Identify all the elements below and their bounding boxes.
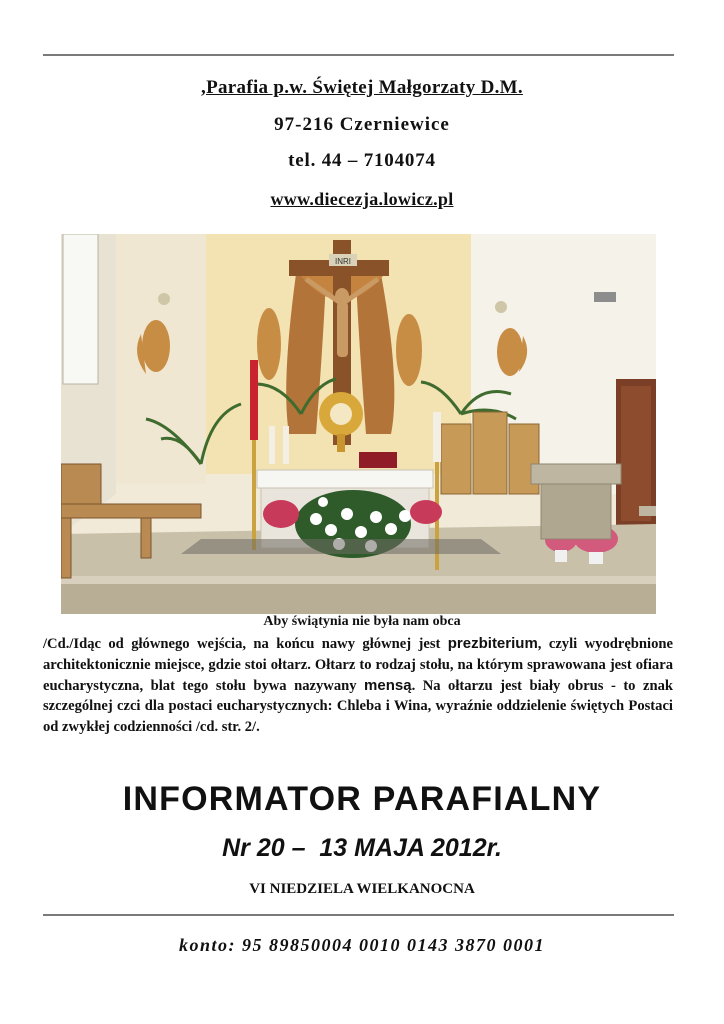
article-text-part-2: , czyli wyodrębnione architektonicznie miejsce, gdzie stoi ołtarz. Ołtarz to rodzaj stołu, na którym sprawowana jest ofiara eucharystyczna, blat tego stołu bywa nazywany [43, 636, 673, 694]
parish-website-link[interactable]: www.diecezja.lowicz.pl [270, 189, 454, 209]
parish-phone: tel. 44 – 7104074 [288, 150, 436, 171]
newsletter-title: INFORMATOR PARAFIALNY [122, 780, 602, 818]
top-divider [43, 54, 674, 56]
inri-plaque: INRI [335, 257, 351, 266]
article-caption: Aby świątynia nie była nam obca [263, 614, 461, 629]
article-text-part-3: . Na ołtarzu jest biały obrus - to znak szczególnej czci dla postaci eucharystycznych: Chleba i Wina, wyraźnie oddzielenie świętych Postaci od zwykłej codzienności /cd. str. 2/. [43, 677, 673, 736]
parish-address: 97-216 Czerniewice [274, 114, 450, 135]
parish-name: ,Parafia p.w. Świętej Małgorzaty D.M. [201, 77, 523, 98]
term-prezbiterium: prezbiterium [447, 635, 538, 652]
liturgical-sunday: VI NIEDZIELA WIELKANOCNA [249, 881, 475, 897]
article-text-part-1: /Cd./Idąc od głównego wejścia, na końcu nawy głównej jest [43, 636, 448, 652]
bank-account: konto: 95 89850004 0010 0143 3870 0001 [178, 935, 545, 955]
article-text [43, 634, 673, 738]
term-mensa: mensą [364, 676, 412, 694]
bottom-divider [43, 914, 674, 916]
issue-number-date: Nr 20 – 13 MAJA 2012r. [222, 834, 502, 862]
church-altar-photo [61, 234, 656, 614]
